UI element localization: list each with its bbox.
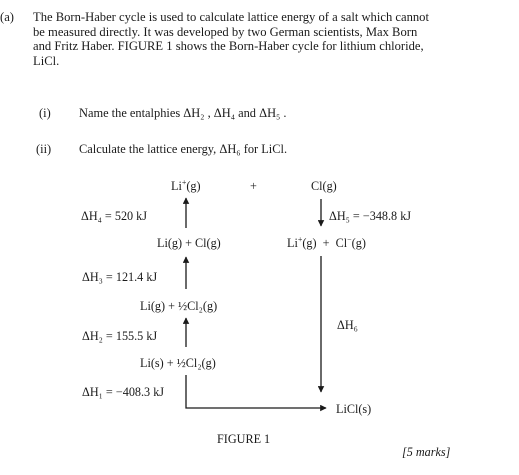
enthalpy-dh3: ΔH₃ = 121.4 kJ bbox=[82, 270, 158, 284]
level-li-gas-half-cl2: Li(g) + ½Cl₂(g) bbox=[140, 299, 218, 313]
question-ii-text: Calculate the lattice energy, ΔH₆ for LiCl. bbox=[79, 142, 288, 156]
enthalpy-dh2: ΔH₂ = 155.5 kJ bbox=[82, 329, 158, 343]
question-i-text: Name the entalphies ΔH₂ , ΔH₄ and ΔH₅ . bbox=[79, 106, 287, 120]
arrow-dh1 bbox=[186, 375, 326, 408]
level-ions-gas: Li+(g) + Cl−(g) bbox=[287, 234, 366, 250]
question-ii-number: (ii) bbox=[36, 142, 52, 156]
part-label: (a) bbox=[0, 10, 14, 24]
enthalpy-dh5: ΔH₅ = −348.8 kJ bbox=[329, 209, 412, 223]
question-i-number: (i) bbox=[39, 106, 51, 120]
intro-line-3: and Fritz Haber. FIGURE 1 shows the Born-Haber cycle for lithium chloride, bbox=[33, 39, 424, 53]
intro-line-2: be measured directly. It was developed by two German scientists, Max Born bbox=[33, 24, 418, 39]
intro-line-4: LiCl. bbox=[33, 53, 60, 68]
intro-line-1: The Born-Haber cycle is used to calculate lattice energy of a salt which cannot bbox=[33, 10, 429, 24]
marks-label: [5 marks] bbox=[402, 445, 451, 459]
enthalpy-dh4: ΔH₄ = 520 kJ bbox=[81, 209, 148, 223]
level-li-solid-half-cl2: Li(s) + ½Cl₂(g) bbox=[140, 356, 216, 370]
species-cl-gas: Cl(g) bbox=[311, 179, 337, 193]
species-li-ion-gas: Li+(g) bbox=[171, 177, 201, 193]
plus-sign: + bbox=[250, 179, 257, 193]
enthalpy-dh6: ΔH₆ bbox=[337, 318, 358, 332]
enthalpy-dh1: ΔH₁ = −408.3 kJ bbox=[82, 385, 165, 399]
product-licl-solid: LiCl(s) bbox=[336, 402, 372, 416]
level-li-cl-gas: Li(g) + Cl(g) bbox=[157, 236, 221, 250]
figure-caption: FIGURE 1 bbox=[217, 432, 271, 446]
